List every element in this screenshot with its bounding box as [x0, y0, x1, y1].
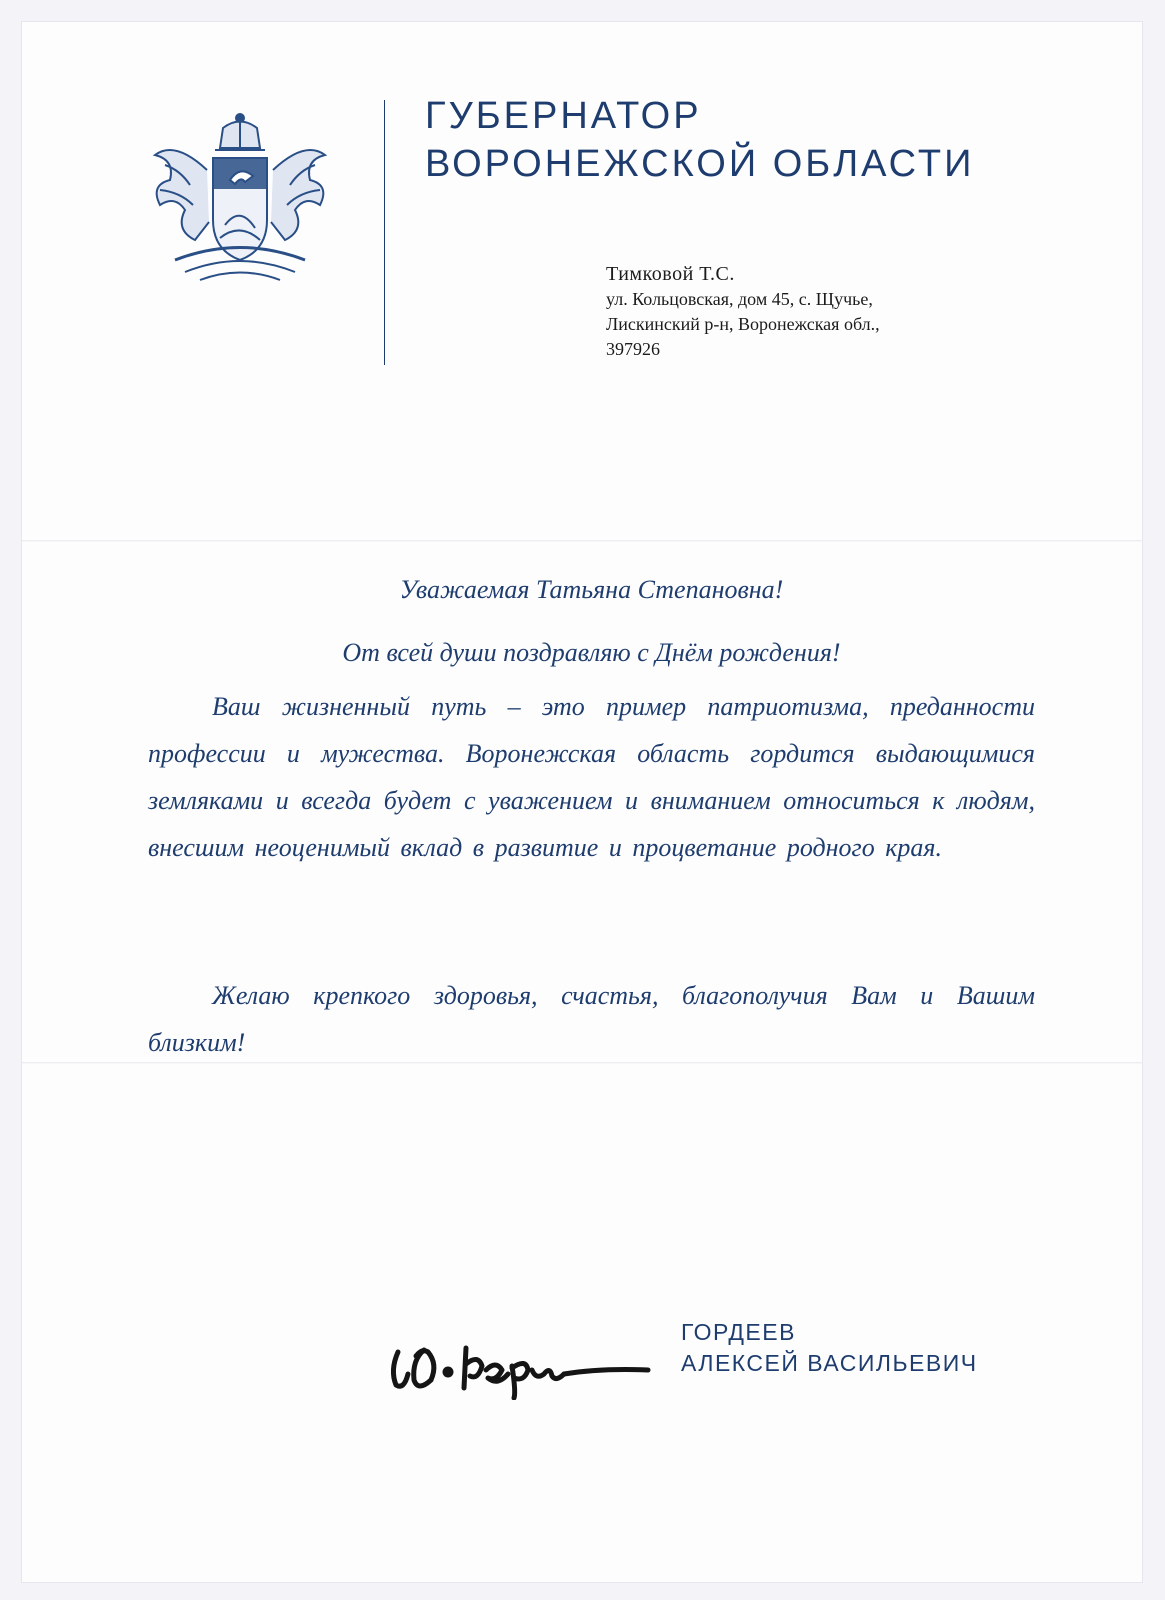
paper-fold-line	[22, 540, 1142, 542]
address-line-1: ул. Кольцовская, дом 45, с. Щучье,	[606, 289, 873, 309]
postal-code: 397926	[606, 339, 660, 359]
recipient-address	[606, 262, 880, 362]
governor-title	[425, 92, 974, 188]
letter-paragraph-1: Ваш жизненный путь – это пример патриотизма, преданности профессии и мужества. Воронежская область гордится выдающимися земляками и всегда будет с уважением и вниманием относиться к людям, внесшим неоценимый вклад в развитие и процветание родного края.	[148, 692, 1035, 862]
address-line-2: Лискинский р-н, Воронежская обл.,	[606, 314, 880, 334]
salutation: Уважаемая Татьяна Степановна!	[399, 575, 784, 604]
letter-paragraph-2: Желаю крепкого здоровья, счастья, благополучия Вам и Вашим близким!	[148, 981, 1035, 1057]
title-line-2: ВОРОНЕЖСКОЙ ОБЛАСТИ	[425, 143, 975, 185]
title-line-1: ГУБЕРНАТОР	[425, 95, 702, 137]
header-divider	[384, 100, 385, 365]
congratulation-line: От всей души поздравляю с Днём рождения!	[342, 638, 841, 667]
handwritten-signature-icon	[386, 1330, 656, 1400]
signer-given-names: АЛЕКСЕЙ ВАСИЛЬЕВИЧ	[681, 1350, 978, 1376]
recipient-name: Тимковой Т.С.	[606, 263, 735, 285]
signer-name	[681, 1317, 978, 1379]
coat-of-arms-icon	[145, 110, 335, 285]
signer-surname: ГОРДЕЕВ	[681, 1319, 796, 1345]
